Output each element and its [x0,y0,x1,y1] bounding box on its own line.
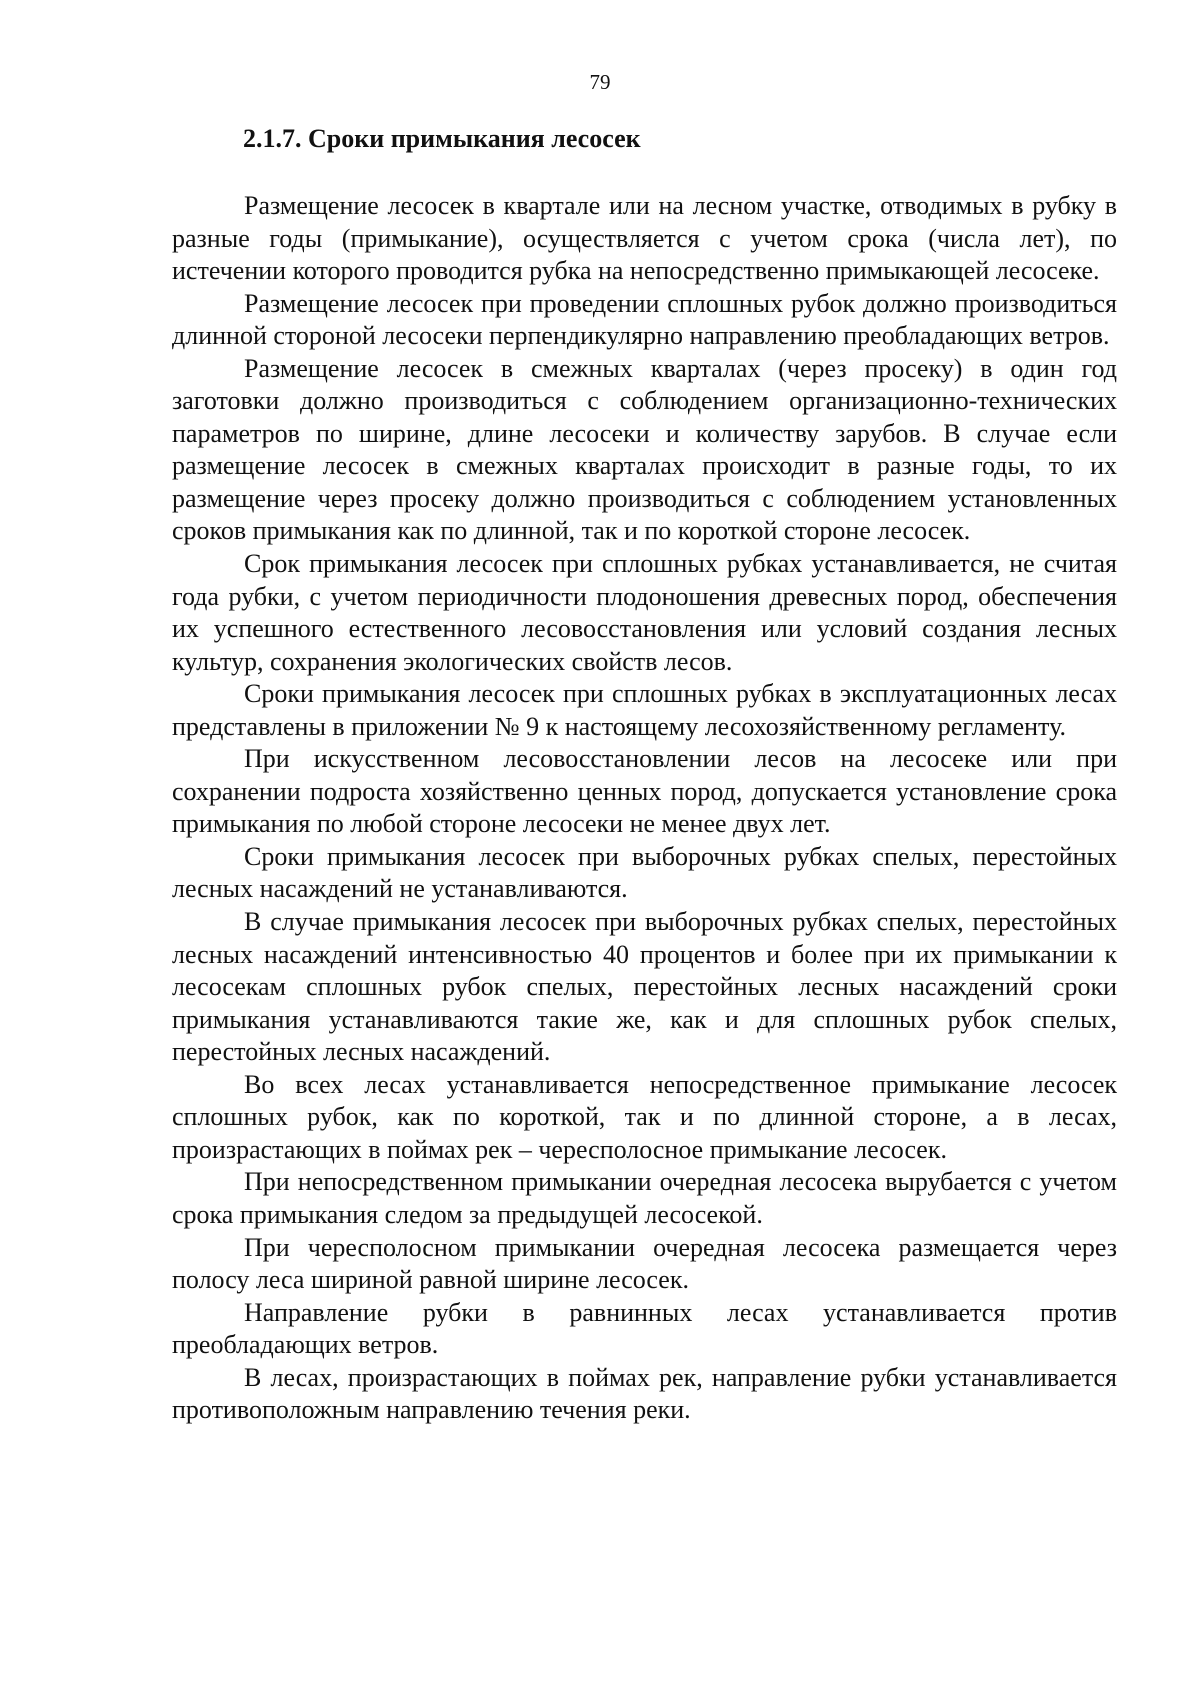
paragraph: Размещение лесосек при проведении сплошных рубок должно производиться длинной стороной лесосеки перпендикулярно направлению преобладающих ветров. [172,288,1117,351]
body-text [172,190,1117,1427]
paragraph: Во всех лесах устанавливается непосредственное примыкание лесосек сплошных рубок, как по короткой, так и по длинной стороне, а в лесах, произрастающих в поймах рек – чересполосное примыкание лесосек. [172,1069,1117,1164]
paragraph: Направление рубки в равнинных лесах устанавливается против преобладающих ветров. [172,1297,1117,1360]
paragraph: В лесах, произрастающих в поймах рек, направление рубки устанавливается противоположным направлению течения реки. [172,1362,1117,1425]
paragraph: Размещение лесосек в квартале или на лесном участке, отводимых в рубку в разные годы (примыкание), осуществляется с учетом срока (числа лет), по истечении которого проводится рубка на непосредственно примыкающей лесосеке. [172,191,1117,286]
paragraph: Сроки примыкания лесосек при выборочных рубках спелых, перестойных лесных насаждений не устанавливаются. [172,841,1117,904]
section-title: 2.1.7. Сроки примыкания лесосек [243,124,641,153]
paragraph: При искусственном лесовосстановлении лесов на лесосеке или при сохранении подроста хозяйственно ценных пород, допускается установление срока примыкания по любой стороне лесосеки не менее двух лет. [172,744,1117,839]
paragraph: При чересполосном примыкании очередная лесосека размещается через полосу леса шириной равной ширине лесосек. [172,1232,1117,1295]
paragraph: Срок примыкания лесосек при сплошных рубках устанавливается, не считая года рубки, с учетом периодичности плодоношения древесных пород, обеспечения их успешного естественного лесовосстановления или условий создания лесных культур, сохранения экологических свойств лесов. [172,549,1117,676]
paragraph: Размещение лесосек в смежных кварталах (через просеку) в один год заготовки должно производиться с соблюдением организационно-технических параметров по ширине, длине лесосеки и количеству зарубов. В случае если размещение лесосек в смежных кварталах происходит в разные годы, то их размещение через просеку должно производиться с соблюдением установленных сроков примыкания как по длинной, так и по короткой стороне лесосек. [172,353,1117,546]
page-number: 79 [589,70,611,94]
paragraph: При непосредственном примыкании очередная лесосека вырубается с учетом срока примыкания следом за предыдущей лесосекой. [172,1167,1117,1229]
paragraph: Сроки примыкания лесосек при сплошных рубках в эксплуатационных лесах представлены в приложении № 9 к настоящему лесохозяйственному регламенту. [172,679,1117,741]
paragraph: В случае примыкания лесосек при выборочных рубках спелых, перестойных лесных насаждений интенсивностью 40 процентов и более при их примыкании к лесосекам сплошных рубок спелых, перестойных лесных насаждений сроки примыкания устанавливаются такие же, как и для сплошных рубок спелых, перестойных лесных насаждений. [172,907,1117,1067]
